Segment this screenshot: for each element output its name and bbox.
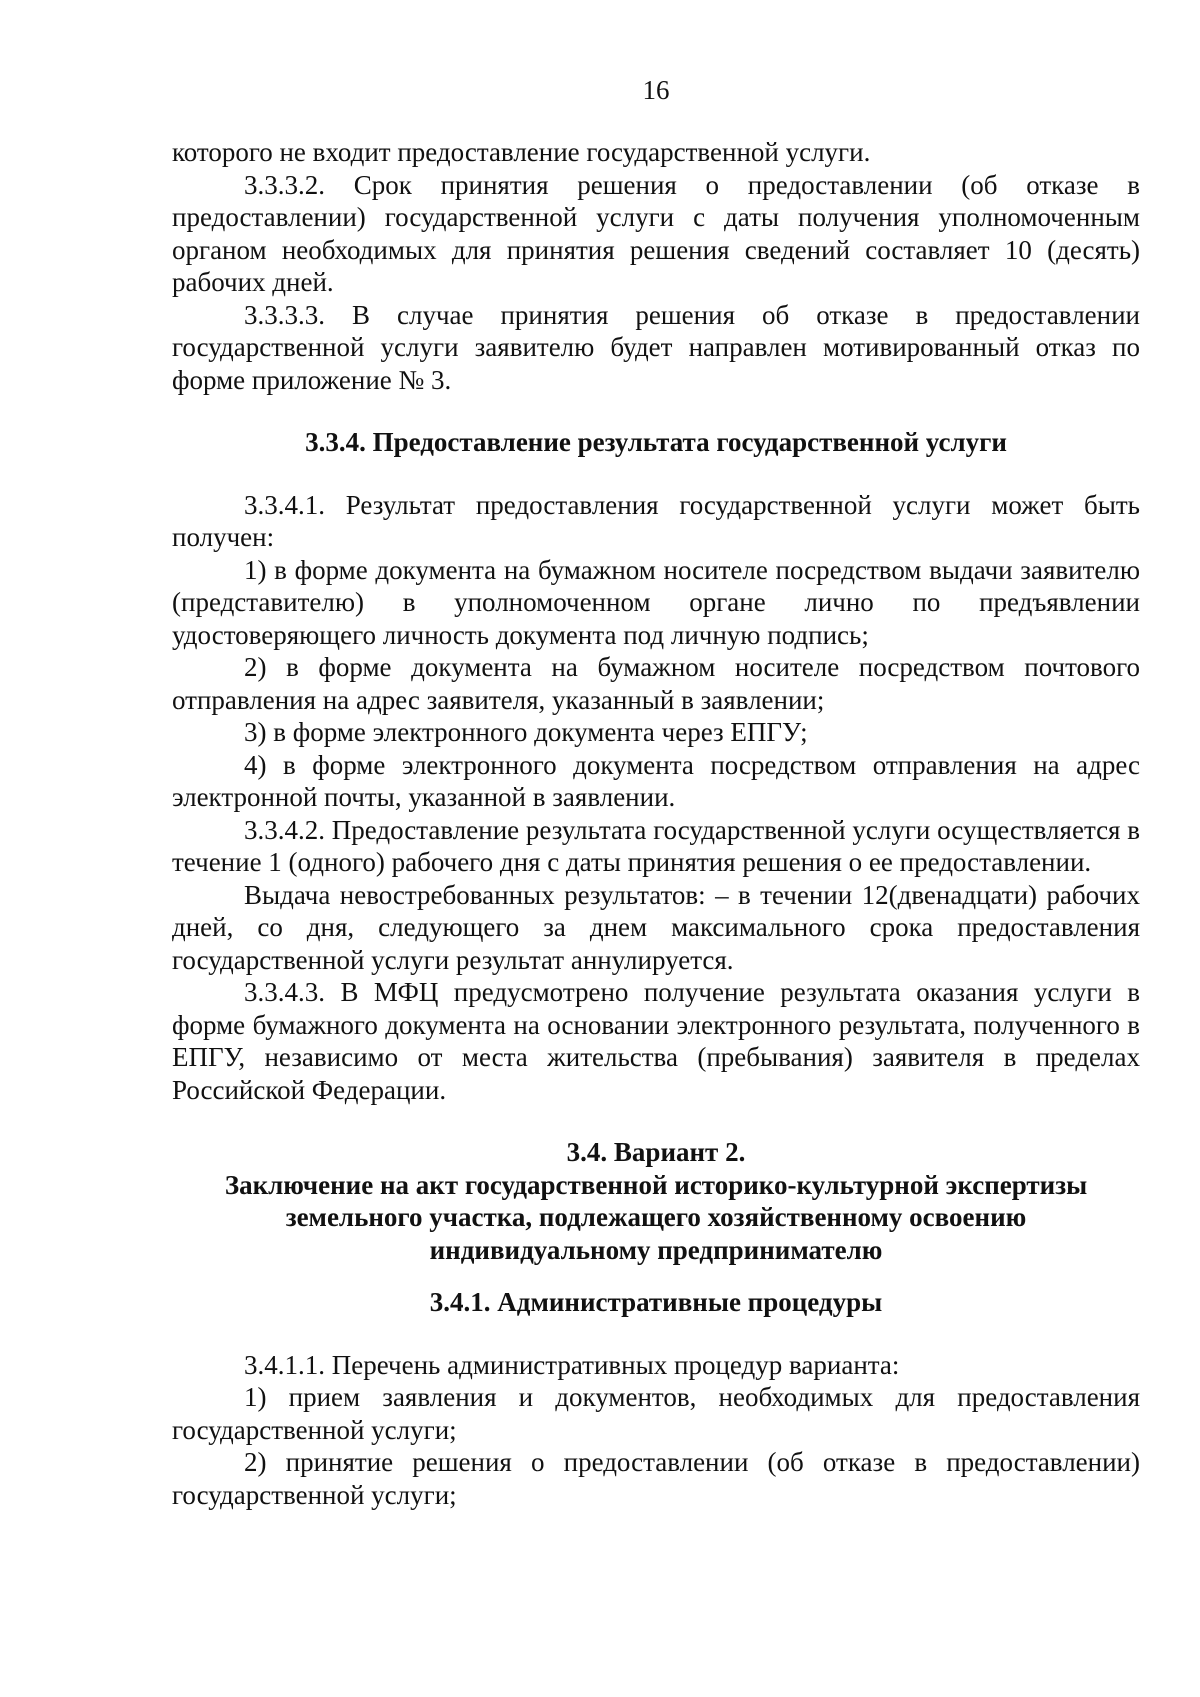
list-item-3: 3) в форме электронного документа через ЕПГУ; bbox=[244, 717, 808, 747]
heading-34: 3.4. Вариант 2. bbox=[566, 1137, 746, 1167]
procedure-item-2: 2) принятие решения о предоставлении (об отказе в предоставлении) государственной услуги; bbox=[172, 1447, 1140, 1510]
paragraph-3333: 3.3.3.3. В случае принятия решения об отказе в предоставлении государственной услуги заявителю будет направлен мотивированный отказ по форме приложение № 3. bbox=[172, 299, 1140, 395]
procedure-item-1: 1) прием заявления и документов, необходимых для предоставления государственной услуги; bbox=[172, 1382, 1140, 1445]
document-page bbox=[172, 0, 1140, 1697]
heading-34-subtitle: Заключение на акт государственной историко-культурной экспертизы земельного участка, подлежащего хозяйственному освоению индивидуальному предпринимателю bbox=[224, 1169, 1088, 1265]
paragraph-34111: 3.4.1.1. Перечень административных процедур варианта: bbox=[244, 1349, 900, 1380]
document-body bbox=[172, 136, 1140, 1511]
heading-334: 3.3.4. Предоставление результата государственной услуги bbox=[305, 427, 1007, 457]
section-341-paragraphs bbox=[172, 1349, 1140, 1512]
list-item-1: 1) в форме документа на бумажном носителе посредством выдачи заявителю (представителю) в уполномоченном органе лично по предъявлении удостоверяющего личность документа под личную подпись; bbox=[172, 554, 1140, 650]
paragraph-3341: 3.3.4.1. Результат предоставления государственной услуги может быть получен: bbox=[172, 489, 1140, 552]
paragraph-3343: 3.3.4.3. В МФЦ предусмотрено получение результата оказания услуги в форме бумажного документа на основании электронного результата, полученного в ЕПГУ, независимо от места жительства (пребывания) заявителя в пределах Российской Федерации. bbox=[172, 977, 1140, 1105]
list-item-4: 4) в форме электронного документа посредством отправления на адрес электронной почты, указанной в заявлении. bbox=[172, 749, 1140, 812]
page-number: 16 bbox=[642, 75, 670, 105]
paragraph-unclaimed-results: Выдача невостребованных результатов: – в течении 12(двенадцати) рабочих дней, со дня, следующего за днем максимального срока предоставления государственной услуги результат аннулируется. bbox=[172, 879, 1140, 975]
paragraph-3342: 3.3.4.2. Предоставление результата государственной услуги осуществляется в течение 1 (одного) рабочего дня с даты принятия решения о ее предоставлении. bbox=[172, 814, 1140, 877]
list-item-2: 2) в форме документа на бумажном носителе посредством почтового отправления на адрес заявителя, указанный в заявлении; bbox=[172, 652, 1140, 715]
section-3333-paragraphs bbox=[172, 136, 1140, 396]
heading-341: 3.4.1. Административные процедуры bbox=[429, 1287, 883, 1317]
paragraph-3332: 3.3.3.2. Срок принятия решения о предоставлении (об отказе в предоставлении) государственной услуги с даты получения уполномоченным органом необходимых для принятия решения сведений составляет 10 (десять) рабочих дней. bbox=[172, 169, 1140, 297]
paragraph: которого не входит предоставление государственной услуги. bbox=[172, 137, 871, 167]
section-334-paragraphs bbox=[172, 489, 1140, 1107]
